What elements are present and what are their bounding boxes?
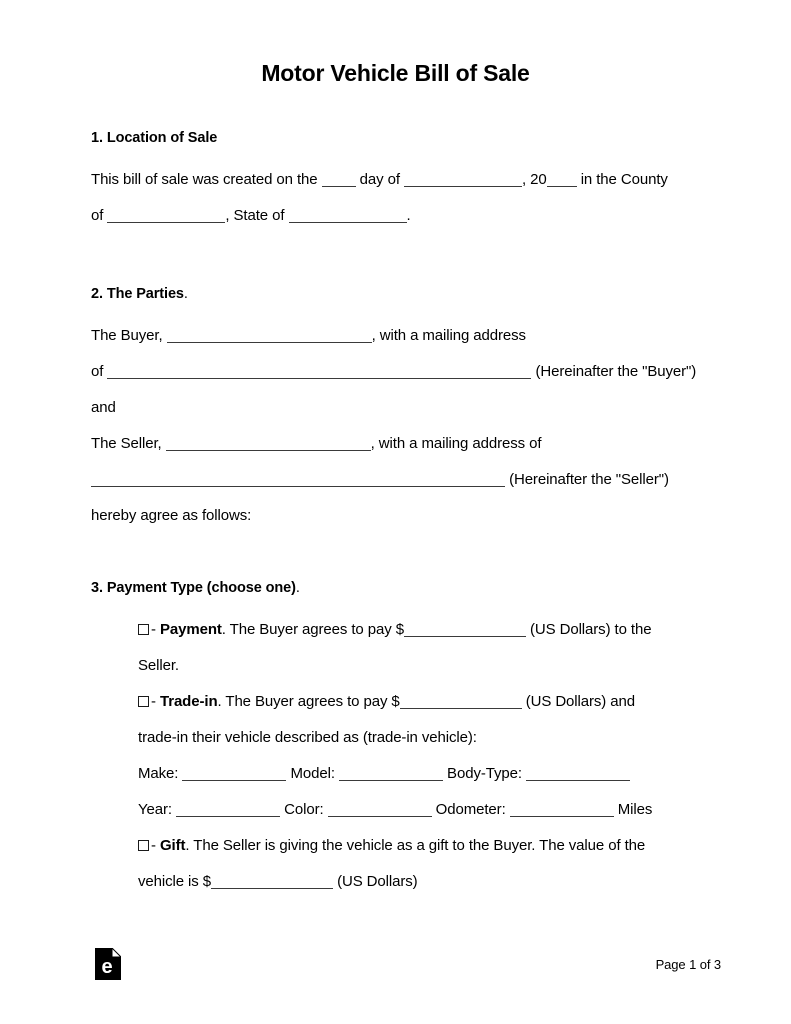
tradein-text-a: . The Buyer agrees to pay $ <box>217 693 400 710</box>
blank-month[interactable] <box>404 174 522 187</box>
payment-text-a: . The Buyer agrees to pay $ <box>221 621 404 638</box>
blank-seller-name[interactable] <box>166 438 371 451</box>
body-type-label: Body-Type: <box>442 765 526 782</box>
section-heading-payment-text: 3. Payment Type (choose one) <box>91 580 296 596</box>
year-label: Year: <box>138 801 177 818</box>
seller-name-line <box>91 426 701 462</box>
blank-gift-value[interactable] <box>211 876 333 889</box>
blank-buyer-name[interactable] <box>167 330 372 343</box>
blank-odometer[interactable] <box>510 804 614 817</box>
miles-label: Miles <box>613 801 653 818</box>
blank-model[interactable] <box>339 768 443 781</box>
buyer-address-suffix: , with a mailing address <box>371 327 526 344</box>
location-text-2c: . <box>406 207 411 224</box>
blank-state[interactable] <box>289 210 407 223</box>
blank-color[interactable] <box>328 804 432 817</box>
spacer <box>91 304 701 318</box>
seller-label: The Seller, <box>91 435 166 452</box>
section-heading-location: 1. Location of Sale <box>91 130 218 146</box>
odometer-label: Odometer: <box>431 801 510 818</box>
location-text-d: in the County <box>576 171 668 188</box>
payment-option-payment <box>138 612 701 648</box>
location-text-b: day of <box>355 171 404 188</box>
blank-buyer-address[interactable] <box>107 366 531 379</box>
blank-year-vehicle[interactable] <box>176 804 280 817</box>
gift-dash: - <box>151 837 160 854</box>
blank-make[interactable] <box>182 768 286 781</box>
blank-day[interactable] <box>322 174 356 187</box>
eforms-logo-letter: e <box>101 956 113 978</box>
tradein-dash: - <box>151 693 160 710</box>
payment-option-payment-cont: Seller. <box>138 657 179 674</box>
buyer-address-line <box>91 354 701 390</box>
seller-hereinafter: (Hereinafter the "Seller") <box>505 471 669 488</box>
gift-option-label: Gift <box>159 837 186 854</box>
location-text-a: This bill of sale was created on the <box>91 171 322 188</box>
payment-option-tradein-cont: trade-in their vehicle described as (trade-in vehicle): <box>138 729 477 746</box>
section-heading-parties-text: 2. The Parties <box>91 286 184 302</box>
payment-dash: - <box>151 621 160 638</box>
vehicle-row-1 <box>138 756 701 792</box>
location-line-1 <box>91 162 701 198</box>
payment-text-b: (US Dollars) to the <box>525 621 652 638</box>
section-heading-payment-period: . <box>295 580 300 596</box>
buyer-address-prefix: of <box>91 363 108 380</box>
checkbox-tradein[interactable] <box>138 696 149 707</box>
location-text-2b: , State of <box>225 207 289 224</box>
seller-address-line <box>91 462 701 498</box>
spacer <box>91 234 701 284</box>
color-label: Color: <box>280 801 328 818</box>
payment-option-label: Payment <box>159 621 222 638</box>
blank-tradein-amount[interactable] <box>400 696 522 709</box>
document-body <box>91 128 701 900</box>
location-text-2a: of <box>91 207 108 224</box>
location-line-2 <box>91 198 701 234</box>
gift-text-a: . The Seller is giving the vehicle as a gift to the Buyer. The value of the <box>185 837 646 854</box>
tradein-text-b: (US Dollars) and <box>521 693 635 710</box>
gift-cont-a: vehicle is $ <box>138 873 212 890</box>
blank-payment-amount[interactable] <box>404 624 526 637</box>
tradein-option-label: Trade-in <box>159 693 218 710</box>
make-label: Make: <box>138 765 183 782</box>
section-heading-payment <box>91 578 701 598</box>
spacer <box>91 598 701 612</box>
seller-address-suffix: , with a mailing address of <box>370 435 542 452</box>
page-title: Motor Vehicle Bill of Sale <box>261 60 530 86</box>
buyer-hereinafter: (Hereinafter the "Buyer") <box>531 363 697 380</box>
buyer-name-line <box>91 318 701 354</box>
section-heading-parties-period: . <box>183 286 188 302</box>
blank-year[interactable] <box>547 174 577 187</box>
checkbox-gift[interactable] <box>138 840 149 851</box>
eforms-logo <box>95 948 121 980</box>
buyer-label: The Buyer, <box>91 327 167 344</box>
vehicle-row-2 <box>138 792 701 828</box>
section-heading-parties <box>91 284 701 304</box>
eforms-document-icon <box>95 948 121 980</box>
conjunction-and: and <box>91 399 116 416</box>
payment-option-gift <box>138 828 701 864</box>
blank-county[interactable] <box>107 210 225 223</box>
agreement-line: hereby agree as follows: <box>91 507 252 524</box>
location-text-c: , 20 <box>522 171 547 188</box>
payment-option-tradein <box>138 684 701 720</box>
gift-cont-b: (US Dollars) <box>333 873 418 890</box>
spacer <box>91 148 701 162</box>
page-number: Page 1 of 3 <box>655 957 721 972</box>
checkbox-payment[interactable] <box>138 624 149 635</box>
spacer <box>91 534 701 578</box>
blank-body-type[interactable] <box>526 768 630 781</box>
model-label: Model: <box>286 765 339 782</box>
blank-seller-address[interactable] <box>91 474 505 487</box>
payment-option-gift-cont <box>138 864 701 900</box>
